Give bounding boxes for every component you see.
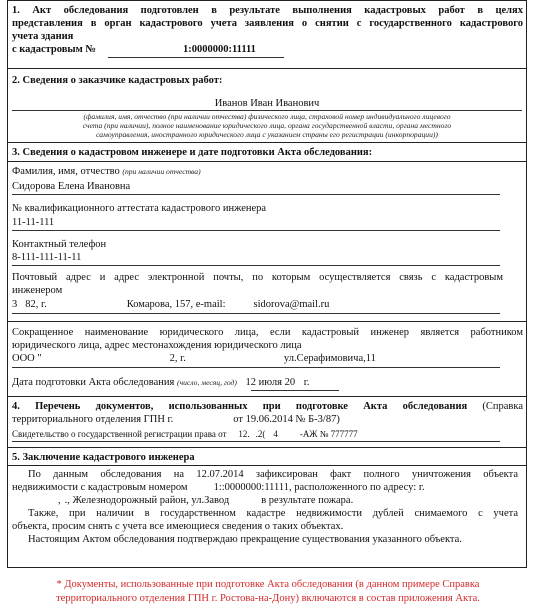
org-line2: юридического лица, адрес местонахождения юридического лица [12,340,302,351]
s5-p1-line2-c: :0000000:11111, расположенного по адресу: г. [221,482,425,493]
divider [8,68,526,69]
postal-underline [12,313,500,314]
divider [8,465,526,466]
s5-title: 5. Заключение кадастрового инженера [12,452,195,463]
s5-p2-line1: Также, при наличии в государственном кадастре недвижимости дублей снимаемого с учета [28,508,518,519]
s4-line2-a: территориального отделения ГПН г. [12,414,174,425]
s2-customer: Иванов Иван Иванович [214,98,320,109]
date-value: 12 июля 20 [245,377,296,388]
s2-title: 2. Сведения о заказчике кадастровых работ: [12,75,223,86]
footnote-line2: территориального отделения ГПН г. Ростова-на-Дону) включаются в состав приложения Акта. [56,593,480,604]
divider [8,142,526,143]
s2-hint3: самоуправления, иностранного юридического лица с указанием страны его регистрации (инкорпорации)) [96,130,438,139]
postal-value [12,299,329,311]
s1-line2: представления в орган кадастрового учета заявления о снятии с государственного кадастрового [12,18,523,29]
divider [8,396,526,397]
s1-line3: учета здания [12,31,74,42]
s1-cad-number: 1:0000000:11111 [183,44,256,55]
cert-value: 11-11-111 [12,217,55,228]
s4-cert-c: 4 [273,429,278,439]
s5-p1-line3-b: ., Железнодорожный район, ул.Завод [64,495,230,506]
s4-cert-underline [12,441,500,442]
fio-value: Сидорова Елена Ивановна [12,181,131,192]
divider [8,447,526,448]
date-suffix: г. [303,377,310,388]
act-form [7,0,527,568]
s5-p1-line3-a: , [58,495,61,506]
date-underline [251,390,339,391]
s2-hint2: счета (при наличии), полное наименование юридического лица, органа государственной власти, органа местного [82,121,452,130]
fio-underline [12,194,500,195]
s4-cert-a: 12. [238,429,250,439]
divider [8,321,526,322]
fio-label-text: Фамилия, имя, отчество [12,166,120,177]
postal-value-a: 3 [12,299,18,310]
s5-p1-line3-c: в результате пожара. [261,495,354,506]
fio-hint: (при наличии отчества) [122,167,201,176]
s3-title: 3. Сведения о кадастровом инженере и дате подготовки Акта обследования: [12,147,373,158]
s4-cert [12,428,358,440]
s5-p3-line1: Настоящим Актом обследования подтверждаю прекращение существования указанного объекта. [28,534,462,545]
date-row [12,377,309,389]
s5-p1-line3 [12,495,353,507]
s4-line1 [12,401,523,413]
s4-cert-label: Свидетельство о государственной регистрации права от [12,429,227,439]
s5-p1-line2-a: недвижимости с кадастровым номером [12,482,188,493]
s2-hint1: (фамилия, имя, отчество (при наличии отчества) физического лица, страховой номер индивидуального лицевого [83,112,451,121]
s5-p1-line1: По данным обследования на 12.07.2014 зафиксирован факт полного уничтожения объекта [28,469,518,480]
cad-number-underline [108,57,284,58]
s4-cert-b: .2( [255,429,266,439]
postal-value-c: Комарова, 157, e-mail: [126,299,226,310]
phone-underline [12,265,500,266]
s5-p1-line2-b: 1: [213,482,222,493]
divider [8,161,526,162]
s5-p2-line2: объекта, просим снять с учета все имеющиеся сведения о таких объектах. [12,521,344,532]
postal-value-b: 82, г. [25,299,47,310]
org-value-b: 2, г. [169,353,186,364]
postal-value-d: sidorova@mail.ru [253,299,330,310]
s4-cert-d: -АЖ № 777777 [299,429,358,439]
s5-p1-line2 [12,482,518,494]
s1-cad-label: с кадастровым № [12,44,96,55]
fio-label [12,166,201,178]
org-value-c: ул.Серафимовича,11 [283,353,376,364]
date-hint: (число, месяц, год) [176,378,237,387]
org-value [12,353,376,365]
phone-label: Контактный телефон [12,239,107,250]
s1-line1: 1. Акт обследования подготовлен в результате выполнения кадастровых работ в целях [12,5,523,16]
postal-line2: инженером [12,285,63,296]
s4-line2 [12,414,340,426]
postal-line1: Почтовый адрес и адрес электронной почты, по которым осуществляется связь с кадастровым [12,272,503,283]
s4-line1-text: 4. Перечень документов, использованных при подготовке Акта обследования [12,401,468,412]
phone-value: 8-111-111-11-11 [12,252,82,263]
org-line1: Сокращенное наименование юридического лица, если кадастровый инженер является работником [12,327,523,338]
footnote-line1: * Документы, использованные при подготовке Акта обследования (в данном примере Справка [56,579,480,590]
s4-line2-b: от 19.06.2014 № Б-3/87) [233,414,340,425]
org-value-a: ООО " [12,353,42,364]
cert-underline [12,230,500,231]
date-label: Дата подготовки Акта обследования [12,377,175,388]
cert-label: № квалификационного аттестата кадастрового инженера [12,203,267,214]
customer-underline [12,110,522,111]
s4-line1-tail: (Справка [482,401,523,412]
org-underline [12,367,500,368]
